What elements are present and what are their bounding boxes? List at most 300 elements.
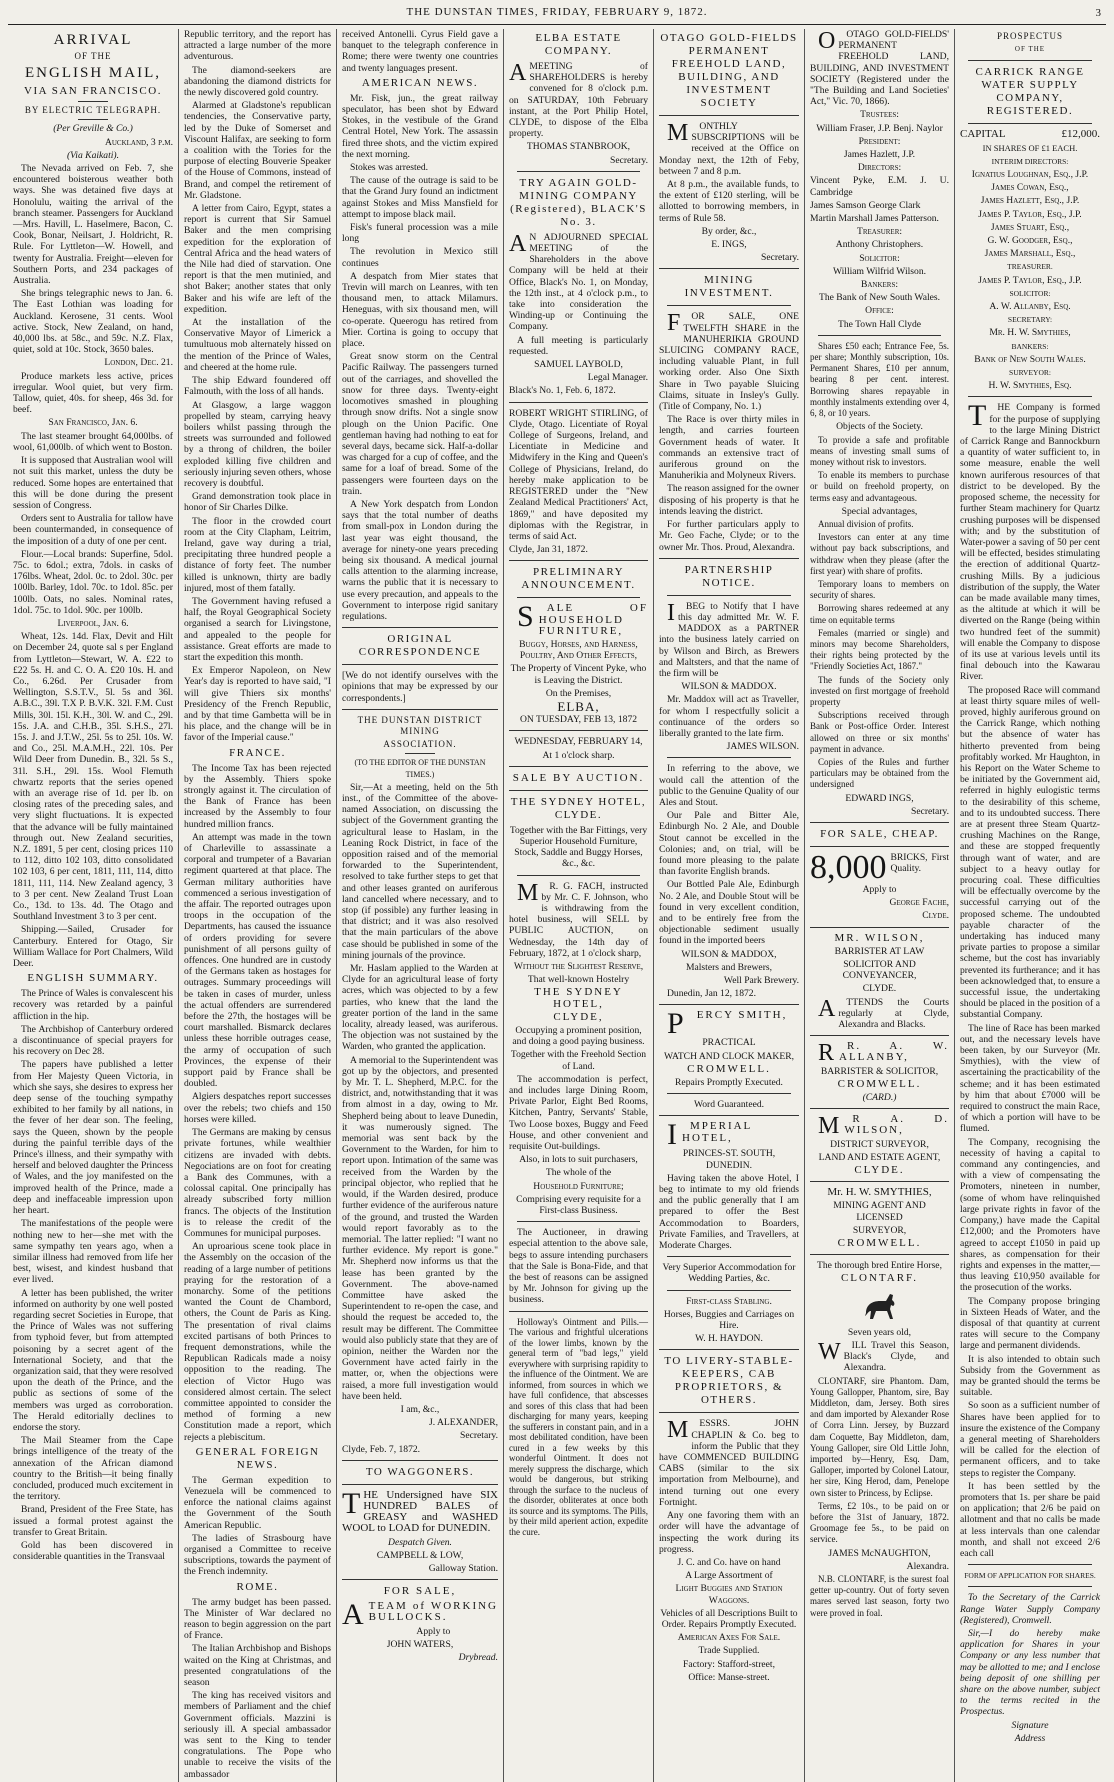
ad-date: ON TUESDAY, FEB 13, 1872 [519, 714, 638, 726]
paragraph: The ship Edward foundered off Falmouth, with the loss of all hands. [184, 375, 331, 398]
ad-line: William Wilfrid Wilson. [832, 265, 927, 277]
ad-title: Secretary. [911, 805, 949, 817]
ad-line: James Samson George Clark [810, 199, 921, 211]
divider [968, 1564, 1092, 1565]
ad-heading: TO WAGGONERS. [365, 1465, 475, 1478]
divider [667, 305, 791, 306]
paragraph: The Company propose bringing in Sixteen Heads of Water, and the disposal of that quantity at current rates will secure to the Company large and permanent dividends. [960, 1295, 1100, 1352]
via-san-francisco: VIA SAN FRANCISCO. [24, 85, 162, 98]
ad-line: The Town Hall Clyde [837, 318, 922, 330]
director-name: James P. Taylor, Esq., J.P. [978, 208, 1082, 220]
ad-line: Very Superior Accommodation for Wedding Parties, &c. [662, 1262, 796, 1285]
ad-text: Occupying a prominent position, and doing a good paying business. [512, 1025, 645, 1048]
ad-line: James P. Taylor, Esq., J.P. [978, 274, 1082, 286]
paragraph: The German expedition to Venezuela will be commenced to enforce the national claims against the Government of the South American Republic. [184, 1474, 331, 1531]
ad-text: Subscriptions received through Bank or Post-office Order. Interest allowed on three or six months' payment in advance. [810, 710, 949, 754]
ad-label: President: [858, 135, 901, 147]
paragraph: The manifestations of the people were nothing new to her—she met with the same sympathy ten years ago, when a similar illness had removed from life her best, wisest, and kindest husband that ever lived. [13, 1218, 173, 1286]
director-name: Ignatius Loughnan, Esq., J.P. [971, 169, 1089, 181]
ad-date: Clyde, Jan 31, 1872. [509, 544, 588, 556]
divider [517, 875, 640, 876]
paragraph: Orders sent to Australia for tallow have been countermanded, in consequence of the imposition of a duty of one per cent. [13, 513, 173, 547]
ad-line: By order, &c., [701, 225, 757, 237]
ad-line: Also, in lots to suit purchasers, [519, 1154, 638, 1166]
ad-line: The thorough bred Entire Horse, [817, 1260, 942, 1272]
drop-cap: S [517, 600, 536, 634]
paragraph: Republic territory, and the report has attracted a large number of the more adventurous. [184, 29, 331, 63]
drop-cap: A [509, 230, 527, 257]
divider [342, 1460, 498, 1461]
ad-line: Despatch Given. [388, 1536, 452, 1548]
divider [810, 927, 949, 928]
paragraph: At Glasgow, a large waggon propelled by steam, carrying heavy boilers whilst passing through the streets was surrounded and followed by a throng of children, the boiler exploded killing five children and seriously injuring seven others, whose recovery is doubtful. [184, 399, 331, 489]
ad-line: CROMWELL. [687, 1062, 771, 1075]
ad-line: The Property of Vincent Pyke, who is Leaving the District. [510, 663, 647, 686]
ad-label: Treasurer: [856, 226, 903, 238]
directors-list [960, 169, 1100, 259]
form-address: Address [1014, 1732, 1046, 1744]
ad-label: TREASURER. [1007, 262, 1053, 272]
divider [517, 1221, 640, 1222]
paragraph: Gold has been discovered in considerable quantities in the Transvaal [13, 1539, 173, 1563]
dateline: San Francisco, Jan. 6. [48, 417, 138, 429]
section-heading: FRANCE. [229, 746, 286, 759]
column-4 [504, 29, 654, 1782]
ad-name: ERCY SMITH, [696, 1009, 788, 1022]
drop-cap: A [509, 60, 527, 86]
ad-place: Alexandra. [906, 1560, 949, 1572]
divider [968, 396, 1092, 397]
drop-cap: M [517, 879, 539, 906]
divider [659, 268, 799, 269]
ad-text: Females (married or single) and minors may become Shareholders, their rights being protected by the "Friendly Societies Act, 1867." [810, 627, 949, 672]
drop-cap: O [818, 28, 836, 54]
masthead [8, 6, 1106, 25]
ad-name: JAMES WILSON. [726, 741, 799, 753]
ad-text: Having taken the above Hotel, I beg to intimate to my old friends and the public generally that I am prepared to offer the Best Accommodation to Boarders, Private Families, and Travellers, at Moderate Charges. [659, 1172, 799, 1252]
paragraph: Ex Emperor Napoleon, on New Year's day is reported to have said, "I will give Thiers six months' Presidency of the French Republic, and by that time Gambetta will be in his place, and the change will be in favor of the Imperial cause." [184, 665, 331, 744]
ad-text: N ADJOURNED SPECIAL MEETING of the Shareholders in the above Company will be held at their Office, Black's No. 1, on Monday, the 12th inst., at 4 o'clock p.m., to take into consideration the Winding-up or Continuing the Company. [509, 231, 648, 333]
ad-title: Secretary. [761, 252, 799, 264]
ad-text: Investors can enter at any time without pay back subscriptions, and withdraw when they please (after the first year) with share of profits. [810, 532, 949, 576]
paragraph: A letter has been published, the writer informed on authority by one well posted regarding secret Societies in Europe, that the Prince of Wales was not suffering from typhoid fever, but from attempted poisoning by a secret agent of the International Society, and that the organization said, that they were resolved upon the death of the Prince, and the public as sections of some of the members was urged as corroboration. The Herald editorially declines to endorse the story. [13, 1287, 173, 1433]
paragraph: A despatch from Mier states that Trevin will march on Leanres, with ten thousand men, to attack Milamurs. Heneguas, with six thousand men, will co-operate. Queerogu has retired from Mier. Cortina is going to occupy that place. [342, 270, 498, 350]
ad-title: Legal Manager. [587, 372, 648, 384]
drop-cap: T [342, 1486, 361, 1520]
divider [667, 757, 791, 758]
share-info: IN SHARES OF £1 EACH. [982, 142, 1078, 153]
dateline: (Via Kaikati). [66, 149, 120, 161]
ad-name: Mr. H. W. SMYTHIES, [827, 1186, 932, 1199]
paragraph: The Prince of Wales is convalescent his recovery was retarded by a painful affliction in the hip. [13, 988, 173, 1022]
ad-heading: TO LIVERY-STABLE-KEEPERS, CAB PROPRIETORS, & OTHERS. [664, 1355, 794, 1407]
company-name: CARRICK RANGE WATER SUPPLY COMPANY, REGISTERED. [975, 66, 1085, 118]
ad-line: At 1 o'clock sharp. [542, 749, 615, 761]
ad-line: J. C. and Co. have on hand [677, 1556, 781, 1568]
ad-text: HE Undersigned have SIX HUNDRED BALES of GREASY and WASHED WOOL to LOAD for DUNEDIN. [342, 1488, 498, 1535]
ad-label: Objects of the Society. [836, 421, 923, 433]
ad-name: George Fache, [889, 897, 949, 909]
divider [818, 335, 941, 336]
divider [509, 1311, 648, 1312]
ad-line: CLYDE. [854, 1164, 905, 1177]
drop-cap: F [667, 310, 681, 337]
ad-name: MR. WILSON, [834, 931, 925, 944]
ad-text: In referring to the above, we would call the attention of the public to the Genuine Quality of our Ales and Stout. [659, 763, 799, 808]
ad-label: Solicitor: [859, 252, 900, 264]
ad-line: Vehicles of all Descriptions Built to Order. Repairs Promptly Executed. [660, 1607, 798, 1630]
ad-heading: MINING INVESTMENT. [684, 274, 774, 300]
ad-name: THOMAS STANBROOK, [526, 141, 631, 153]
ad-line: Buggy, Horses, and Harness, Poultry, And Other Effects, [519, 638, 638, 662]
ad-name: JOHN WATERS, [386, 1638, 454, 1650]
ad-text: Terms, £2 10s., to be paid on or before the 31st of January, 1872. Groomage fee 5s., to be paid on service. [810, 1500, 949, 1545]
section-heading: AMERICAN NEWS. [361, 76, 479, 89]
ad-name: E. INGS, [711, 239, 747, 251]
ad-heading: ELBA ESTATE COMPANY. [535, 32, 622, 57]
ad-text: Shares £50 each; Entrance Fee, 5s. per share; Monthly subscription, 10s. Permanent Shares, £10 per annum, bearing 8 per cent. interest. Borrowing shares repayable in monthly instalments extending over 4, 6, 8, or 10 years. [810, 340, 949, 419]
ad-line: That well-known Hostelry [527, 974, 630, 986]
ad-heading: TRY AGAIN GOLD-MINING COMPANY (Registered), BLACK'S No. 3. [510, 176, 647, 228]
paragraph: She brings telegraphic news to Jan. 6. The East Lothian was loading for Auckland. Kerosene, 31 cents. Wool active. Stock, New Zealand, on hand, 40,000 lbs. at 58c., and 59c. N.Z. Flax, quiet, sold at 10c. Stock, 3650 bales. [13, 288, 173, 356]
paragraph: Fisk's funeral procession was a mile long [342, 222, 498, 245]
ad-line: Household Furniture; [533, 1180, 624, 1192]
paragraph: The Germans are making by census private fortunes, while wealthier citizens are invaded with debts. Negociations are on foot for creating a Bank des Communes, with a colossal capital. One principally has already subscribed forty million francs. The objects of the Institution is to release the credit of the Communes for municipal purposes. [184, 1127, 331, 1239]
horse-icon [860, 1289, 900, 1323]
ad-line: William Fraser, J.P. Benj. Naylor [816, 122, 943, 134]
column-6 [805, 29, 955, 1782]
bricks-number: 8,000 [810, 849, 887, 886]
ad-heading: THE SYDNEY HOTEL, CLYDE. [510, 795, 647, 821]
section-heading: GENERAL FOREIGN NEWS. [195, 1445, 320, 1471]
ad-line: American Axes For Sale. [677, 1632, 781, 1644]
paragraph: It has been settled by the promoters that 1s. per share be paid on application; that 2/6 be paid on allotment and that no calls be made at less intervals than one calendar month, and shall not exceed 2/6 each call [960, 1480, 1100, 1559]
divider [342, 664, 498, 665]
paragraph: Mr. Fisk, jun., the great railway speculator, has been shot by Edward Stokes, in the vestibule of the Grand Central Hotel, New York. The assassin fired three shots, and the victim expired the next morning. [342, 92, 498, 160]
ad-line: CROMWELL. [837, 1237, 922, 1250]
drop-cap: I [667, 1118, 679, 1152]
ad-line: CLYDE, [553, 1010, 604, 1023]
divider [667, 1093, 791, 1094]
director-name: James Stuart, Esq., [990, 221, 1070, 233]
divider [667, 1256, 791, 1257]
form-heading: FORM OF APPLICATION FOR SHARES. [964, 1571, 1096, 1581]
paragraph: An uproarious scene took place in the Assembly on the occasion of the reading of a large number of petitions praying for the restoration of a monarchy. Some of the petitions wanted the Count de Chambord, others, the Count de Paris as King. The presentation of rival claims excited partisans of both Princes to frequent demonstrations, while the Republican Radicals made a noisy opposition to the reading. The election of Victor Hugo was considered almost certain. The select committee appointed to consider the method of forming a new Constitution made a report, which rejects a plebiscitum. [184, 1241, 331, 1443]
ad-date: WEDNESDAY, FEBRUARY 14, [514, 736, 643, 748]
ad-line: MINING AGENT AND LICENSED [833, 1200, 926, 1223]
adjourned-ad [509, 232, 648, 397]
ad-text: OR SALE, ONE TWELFTH SHARE in the MANUHERIKIA GROUND SLUICING COMPANY RACE, including valuable Plant, in full working order. Also One Sixth Share in Two payable Sluicing Claims, situate in Insley's Gully. (Title of Company, No. 1.) [659, 311, 799, 413]
drop-cap: I [667, 599, 675, 626]
ad-label: SOLICITOR: [1009, 288, 1051, 298]
ad-line: Office: Manse-street. [688, 1671, 770, 1683]
ad-text: ROBERT WRIGHT STIRLING, of Clyde, Otago. Licentiate of Royal College of Surgeons, Ireland, and Licentiate in Medicine and Midwifery in the King and Queen's College of Physicians, Ireland, do hereby make application to be REGISTERED under the "New Zealand Medical Practitioners' Act, 1869," and have deposited my diplomas with the Registrar, in terms of said Act. [509, 407, 648, 542]
ad-text: To enable its members to purchase or build on freehold property, on terms easy and advantageous. [810, 470, 949, 503]
ad-text: Our Pale and Bitter Ale, Edinburgh No. 2 Ale, and Double Stout cannot be excelled in the Colonies; and, on trial, will be found more pleasing to the palate than favorite English brands. [659, 810, 799, 878]
ad-line: H. W. Smythies, Esq. [988, 380, 1072, 392]
paragraph: It is supposed that Australian wool will not suit this market, unless the duty be reduced. Some hopes are entertained that this will be done during the present session of Congress. [13, 455, 173, 511]
dateline: Auckland, 3 p.m. [104, 136, 173, 148]
paragraph: The ladies of Strasbourg have organised a Committee to receive subscriptions, towards the payment of the French indemnity. [184, 1532, 331, 1578]
paragraph: The floor in the crowded court room at the City Clapham, Leitrim, Ireland, gave way during a trial, precipitating three hundred people a distance of forty feet. The number killed is unknown, thirty are badly injured, most of them fatally. [184, 515, 331, 594]
ad-line: SOLICITOR AND CONVEYANCER, [842, 959, 917, 982]
ad-line: THE SYDNEY HOTEL, [534, 986, 623, 1010]
director-name: James Marshall, Esq., [984, 248, 1076, 260]
drop-cap: M [667, 120, 689, 146]
ad-name: R. A. W. ALLANBY, [839, 1040, 949, 1064]
letter-heading: THE DUNSTAN DISTRICT MINING [357, 714, 483, 736]
divider [968, 1586, 1092, 1587]
divider [342, 627, 498, 628]
paragraph: The Company, recognising the necessity of having a capital to command any contingencies, and with a view of compensating the Promoters, nineteen in number, (some of whom have relinquished large private rights in favor of the Company,) have made the Capital £12,000; and the Promoters have agreed to accept £1050 in paid up shares, as compensation for their rights and expenses in the matter,—thus leaving £10,950 available for the prosecution of the works. [960, 1136, 1100, 1294]
prospectus-of-the: OF THE [1014, 45, 1046, 54]
ad-text: The accommodation is perfect, and includes large Dining Room, Private Parlor, Eight Bed Rooms, Kitchen, Pantry, Servants' Stable, Two Loose boxes, Buggy and Feed House, and other convenient and requisite Out-buildings. [509, 1073, 648, 1153]
ad-line: Repairs Promptly Executed. [675, 1077, 783, 1089]
divider [659, 115, 799, 116]
ad-line: Well Park Brewery. [723, 975, 799, 986]
ad-line: Anthony Christophers. [835, 239, 924, 251]
ad-name: R A. D. WILSON, [844, 1113, 949, 1137]
paragraph: The Nevada arrived on Feb. 7, she encountered boisterous weather both ways. She was detained five days at Honolulu, waiting the arrival of the branch steamer. Passengers for Auckland—Mrs. Havill, L. Haselmere, Bacon, C. Cook, Bonar, Neilsart, J. Holdricht, R. Rule. For Lyttleton—W. Howell, and twenty for Australia. Freight—eleven for Southern Ports, and 234 packages of Australia. [13, 163, 173, 287]
paragraph: The king has received visitors and members of Parliament and the chief Government officials. Mazzini is seriously ill. A special ambassador was sent to the King to tender congratulations. The Pope who unable to receive the visits of the ambassador [184, 1690, 331, 1780]
ad-text: TTENDS the Courts regularly at Clyde, Alexandra and Blacks. [838, 996, 949, 1031]
paragraph: received Antonelli. Cyrus Field gave a banquet to the telegraph conference in Rome; there were twenty one countries and twenty languages present. [342, 29, 498, 74]
ad-line: Horses, Buggies and Carriages on Hire. [663, 1308, 795, 1332]
divider [667, 1290, 791, 1291]
divider [342, 1579, 498, 1580]
arrival-title: ARRIVAL [53, 32, 133, 48]
divider [968, 60, 1092, 61]
ad-line: CROMWELL. [837, 1077, 922, 1090]
paragraph: Alarmed at Gladstone's republican tendencies, the Conservative party, led by the Duke of Somerset and Viscount Halifax, are seeking to form a coalition with the Tories for the purpose of electing Bouverie Speaker of the House of Commons, instead of Brand, and compel the retirement of Mr. Gladstone. [184, 100, 331, 201]
divider [659, 1004, 799, 1005]
paragraph: Produce markets less active, prices irregular. Wool quiet, but very firm. Tallow, quiet, 40s. for sheep, 46s 3d. for beef. [13, 370, 173, 416]
ad-line: Bank of New South Wales. [974, 353, 1086, 365]
divider [659, 558, 799, 559]
sign-title: Secretary. [460, 1430, 498, 1442]
ad-text: N.B. CLONTARF, is the surest foal getter up-country. Out of forty seven mares served last season, forty two were proved in foal. [810, 1573, 949, 1618]
ad-line: The Bank of New South Wales. [818, 292, 941, 304]
editor-note: [We do not identify ourselves with the opinions that may be expressed by our correspondents.] [342, 670, 498, 704]
bullocks-ad [342, 1598, 498, 1663]
divider [810, 1181, 949, 1182]
paragraph: It is also intended to obtain such Subsidy from the Government as may be granted should the terms be suitable. [960, 1353, 1100, 1399]
divider [659, 1115, 799, 1116]
paragraph: A memorial to the Superintendent was got up by the objectors, and presented by Mr. T. L. Shepherd, M.P.C. for the district, and, notwithstanding that it was from almost in a day, owing to Mr. Shepherd being about to leave Dunedin, it was numerously signed. The memorial was sent back by the Government to the Warden, for him to report upon. Intimation of the same was received from the Warden by the principal objector, who replied that he would, if the Warden desired, produce further evidence of the auriferous nature of the ground, and trusted the Warden would report favorably as to the memorial. The latter replied: "I want no further evidence. My report is gone." Mr. Shepherd now informs us that the lease has been granted by the Government. The above-named Committee have asked the Superintendent to re-open the case, and should the request be acceded to, the result may be different. The Committee would also publicly state that they are of opinion, neither the Warden nor the Government have acted fairly in the matter, or, when the objections were raised, a more full investigation would have been held. [342, 1054, 498, 1402]
paragraph: A letter from Cairo, Egypt, states a report is current that Sir Samuel Baker and the men comprising expedition for the exploration of Central Africa and the head waters of the Nile had died of starvation. One report is that the men mutinied, and shot Baker; another states that only Baker and his wife are left of the expedition. [184, 203, 331, 315]
to-editor: (TO THE EDITOR OF THE DUNSTAN TIMES.) [354, 758, 486, 779]
ad-text: MEETING of SHAREHOLDERS is hereby convened for 8 o'clock p.m. on SATURDAY, 10th February instant, at the Port Philip Hotel, CLYDE, to dispose of the Elba property. [509, 61, 648, 140]
sign-off: I am, &c., [400, 1403, 440, 1415]
ad-date: Dunedin, Jan 12, 1872. [667, 988, 756, 1000]
ad-line: LAND AND ESTATE AGENT, [818, 1151, 941, 1163]
ad-line: Mr. H. W. Smythies, [989, 327, 1071, 339]
prospectus-title: PROSPECTUS [996, 31, 1064, 41]
ad-line: Apply to [416, 1625, 451, 1637]
ad-text: Any one favoring them with an order will have the advantage of inspecting the work during its progress. [659, 1510, 799, 1555]
ad-text: To provide a safe and profitable means of investing small sums of money without risk to investors. [810, 434, 949, 467]
sign-date: Clyde, Feb. 7, 1872. [342, 1443, 421, 1455]
ad-line: Without the Slightest Reserve, [513, 960, 644, 972]
column-1 [8, 29, 179, 1782]
divider [968, 123, 1092, 124]
divider [810, 1254, 949, 1255]
paragraph: Great snow storm on the Central Pacific Railway. The passengers turned out of the carriages, and shovelled the snow for three days. Twenty-eight locomotives smashed in ploughing through snow drifts. Not a single snow plough on the Union Pacific. One gentleman having had nothing to eat for several days, became sick. Half-a-dollar was charged for a cup of coffee, and the same for a loaf of bread. Some of the passengers were fourteen days on the train. [342, 351, 498, 497]
english-mail-title: ENGLISH MAIL, [25, 65, 161, 82]
ad-text: The Auctioneer, in drawing especial attention to the above sale, begs to assure intending purchasers that the Sale is Bona-Fide, and that the best of reasons can be assigned by Mr. Johnson for giving up the business. [509, 1227, 648, 1306]
director-name: James Cowan, Esq., [991, 182, 1069, 194]
paragraph: So soon as a sufficient number of Shares have been applied for to insure the existence of the Company a general meeting of Shareholders will be called for the election of permanent officers, and to take steps to register the Company. [960, 1400, 1100, 1479]
column-5 [654, 29, 805, 1782]
paragraph: Shipping.—Sailed, Crusader for Canterbury. Entered for Otago, Sir William Wallace for Port Chalmers, Wild Deer. [13, 924, 173, 970]
ad-line: On the Premises, [545, 687, 612, 699]
ad-line: First-class Stabling. [686, 1295, 772, 1307]
divider [517, 171, 640, 172]
paragraph: The Archbishop of Canterbury ordered a discontinuance of special prayers for his recovery on Dec 28. [13, 1023, 173, 1058]
ad-line: A. W. Allanby, Esq. [989, 301, 1071, 313]
dateline: Liverpool, Jan. 6. [57, 617, 129, 629]
ad-title: Secretary. [610, 154, 648, 166]
ad-text: Mr. Maddox will act as Traveller, for whom I respectfully solicit a continuance of the orders so liberally granted to the late firm. [659, 694, 799, 739]
drop-cap: R [818, 1040, 837, 1067]
form-text: To the Secretary of the Carrick Range Water Supply Company (Registered), Cromwell. [960, 1592, 1100, 1626]
paragraph: The papers have published a letter from Her Majesty Queen Victoria, in which she says, she desires to express her deep sense of the touching sympathy exhibited to her family by all nations, in the fever of her dear son. The feeling, says the Queen, shown by the people during the painful terrible days of the Prince's illness, and their sympathy with herself and beloved daughter the Princess of Wales, and the joy manifested on the improved health of the Prince, made a deep and ineffaceable impression upon her heart. [13, 1059, 173, 1217]
page-number: 3 [1095, 7, 1102, 19]
divider [659, 1349, 799, 1350]
paragraph: The army budget has been passed. The Minister of War declared no reason to begin aggression on the part of France. [184, 1596, 331, 1642]
ad-text: Borrowing shares redeemed at any time on equitable terms [810, 603, 949, 625]
ad-text: Together with the Bar Fittings, very Superior Household Furniture, Stock, Saddle and Buggy Horses, &c., &c. [509, 824, 648, 870]
paragraph: Sir,—At a meeting, held on the 5th inst., of the Committee of the above-named Association, on discussing the subject of the Government granting the agricultural lease to Haslam, in the Leaning Rock District, in face of the opposition raised and of the memorial forwarded to the Superintendent, resolved to take further steps to get that and other leases granted on auriferous land cancelled where necessary, and to stop (if possible) any further leasing in that district; and it was also resolved that the main particulars of the above case should be published in some of the mining journals of the province. [342, 781, 498, 961]
paragraph: At the installation of the Conservative Mayor of Limerick a tumultuous mob alternately hissed on the mention of the Prince of Wales, and cheered at the home rule. [184, 317, 331, 373]
ad-label: Trustees: [860, 109, 899, 121]
ad-date: Black's No. 1, Feb. 6, 1872. [509, 385, 616, 397]
ad-line: Factory: Stafford-street, [682, 1658, 775, 1670]
divider [509, 766, 648, 767]
ad-text: A full meeting is particularly requested. [509, 334, 648, 357]
dateline: London, Dec. 21. [104, 357, 173, 369]
divider [667, 595, 791, 596]
paragraph: Wheat, 12s. 14d. Flax, Devit and Hilt on December 24, quote sal s per England from Lyttleton—Stewart, W. A. £22 to £22 5s. H. and C. O. A. £20 10s. H. and Co., 6.26d. Per Crusader from Wellington, S.S.T.V., 5l. 5s and 36l. A.B.C., 39l. T.X P. B.V.K. 32l. F.M. Cust Mills, 30l. 15l. K.H., 30l. W. and C., 29l. 15s. J.A. and C.H.B., 35l. S.H.S., 27l. 15s. J. and J.T.W., 25l. 5s to 25l. 10s. W. and Co., 25l. M.A.M.H., 22l. 10s. Per Wild Deer from Dunedin. B., 32l. 5s S., 31l. S.H., 29l. 15s. Wool Flemuth chwartz reports that the series opened with an average rise of 1d. per lb. on closing rates of the preceding sales, and very slight fluctuations. It is expected that the advance will be fully maintained through out. New Zealand securities, N.Z. 1891, 5 per cent, closing prices 110 to 112, ditto 102 103, ditto consolidated 102 103, 6 per cent, 1811, 111, 114, ditto 1811, 111, 114. New Zealand agency, 3 to 3 per cent. New Zealand Trust Loan Co., 13d. to 13s. 4d. The Otago and Southland Investment 3 to 3 per cent. [13, 631, 173, 923]
drop-cap: M [667, 1417, 689, 1444]
ad-line: Martin Marshall James Patterson. [810, 213, 939, 225]
byline: BY ELECTRIC TELEGRAPH. [24, 105, 162, 116]
drop-cap: A [818, 995, 836, 1022]
divider [509, 730, 648, 731]
columns [8, 28, 1106, 1780]
ad-heading: FOR SALE, [383, 1585, 457, 1598]
ad-text: Holloway's Ointment and Pills.—The various and frightful ulcerations of the lower limbs, known by the general term of "bad legs," yield everywhere with surprising rapidity to the influence of the Ointment. We are informed, from sources in which we have full confidence, that abscesses and sores of this class that had been discharging for many years, keeping the sufferers in constant pain, and in a most debilitated condition, have been cured in a few weeks by this wonderful Ointment. It does not merely suppress the discharge, which would be dangerous, but striking through the surface to the nucleus of the disorder, obliterates at once both its source and its symptoms. The Pills, by their mild aperient action, expedite the cure. [509, 1316, 648, 1537]
section-heading: ORIGINAL CORRESPONDENCE [358, 633, 482, 659]
column-3 [337, 29, 504, 1782]
ad-place: Clyde. [922, 910, 949, 922]
masthead-title: THE DUNSTAN TIMES, FRIDAY, FEBRUARY 9, 1872. [406, 6, 708, 18]
ad-label: Special advantages, [841, 505, 918, 517]
ad-line: WATCH AND CLOCK MAKER, [663, 1050, 795, 1062]
paragraph: The Income Tax has been rejected by the Assembly. Thiers spoke strongly against it. The circulation of the Bank of France has been increased by the Assembly to four hundred million francs. [184, 762, 331, 830]
ad-name: WILSON & MADDOX. [681, 681, 777, 693]
director-name: G. W. Goodger, Esq., [987, 235, 1073, 247]
divider [509, 790, 648, 791]
paragraph: The diamond-seekers are abandoning the diamond districts for the newly discovered gold country. [184, 64, 331, 99]
ad-text: The reason assigned for the owner disposing of his property is that he intends leaving the district. [659, 483, 799, 517]
ad-line: DISTRICT SURVEYOR, [830, 1138, 929, 1150]
ad-name: EDWARD INGS, [845, 792, 914, 804]
ad-line: Apply to [862, 884, 897, 895]
ad-text: For further particulars apply to Mr. Geo Fache, Clyde; or to the owner Mr. Thos. Proud, Alexandra. [659, 519, 799, 553]
ad-text: ESSRS. JOHN CHAPLIN & Co. beg to inform the Public that they have COMMENCED BUILDING CABS (similar to the six importation from Melbourne), and intend turning out one every Fortnight. [659, 1418, 799, 1508]
ad-text: Our Bottled Pale Ale, Edinburgh No. 2 Ale, and Double Stout will be found in very excellent condition, and to be entirely free from the objectionable sediment usually found in the imported beers [659, 879, 799, 947]
divider [810, 822, 949, 823]
ad-line: Vincent Pyke, E.M. J. U. Cambridge [810, 175, 949, 198]
letter-heading: ASSOCIATION. [383, 739, 457, 750]
ad-text: CLONTARF, sire Phantom. Dam, Young Gallopper, Phantom, sire, Bay Middleton, dam, Jersey. Both sires and dam imported by Alexander Rose of Corra Linn. Jersey, by Buzzard dam Coquette, Bay Middleton, dam, Young Galloper, sire Old Little John, imported by—Henry, Esq. Dam, Galloper, imported by Colonel Latour, her sire, King Herod, dam, Penelope own sister to Princess, by Eclipse. [810, 1375, 949, 1498]
divider [78, 119, 108, 120]
divider [810, 1035, 949, 1036]
ad-name: WILSON & MADDOX, [681, 948, 777, 960]
divider [517, 597, 640, 598]
ad-heading: SALE BY AUCTION. [512, 771, 645, 784]
drop-cap: W [818, 1338, 841, 1365]
column-7 [955, 29, 1105, 1782]
paragraph: A New York despatch from London says that the total number of deaths from small-pox in London during the last year was eight thousand, the average for ninety-one years preceding being six thousand. A medical journal calls attention to the alarming increase, warns the public that it is necessary to use every precaution, and appeals to the Government to interpose rigid sanitary regulations. [342, 498, 498, 622]
ad-heading: PARTNERSHIP NOTICE. [684, 563, 774, 589]
divider [810, 846, 949, 847]
divider [509, 402, 648, 403]
ad-heading: OTAGO GOLD-FIELDS PERMANENT FREEHOLD LAND, BUILDING, AND INVESTMENT SOCIETY [660, 32, 798, 109]
ad-line: A Large Assortment of [685, 1570, 773, 1582]
ad-text: Comprising every requisite for a First-class Business. [516, 1193, 641, 1217]
ad-label: Directors: [857, 162, 902, 174]
capital-label: CAPITAL [960, 128, 1006, 141]
ad-text: OTAGO GOLD-FIELDS' PERMANENT FREEHOLD LAND, BUILDING, AND INVESTMENT SOCIETY (Registered under the "The Building and Land Societies' Act," Vic. 70, 1866). [810, 29, 949, 108]
ad-line: PRACTICAL [702, 1037, 756, 1049]
elba-ad [509, 61, 648, 166]
paragraph: The proposed Race will command at least thirty square miles of well-proved, highly auriferous ground on the Carrick Range, which nothing but the absence of water has hitherto prevented from being profitably worked. Mr Haughton, in his Report on the Water Scheme to be initiated by the Government aid, referred in highly eulogistic terms to the desirability of this scheme, and to its undoubted success. There are at present three Steam Quartz-crushing Machines on the Range, and these are stopped frequently through want of water, and are subject to a heavy outlay for procuring coal. These difficulties will be effectually overcome by the successful carrying out of the proposed scheme. The undoubted payable character of the undertaking has induced many private parties to propose a similar scheme, but the cost has invariably prevented its furtherance; and it has been acknowledged that, to ensure a successful issue, the undertaking should be placed in the position of a substantial Company. [960, 684, 1100, 1021]
ad-line: PRINCES-ST. SOUTH, DUNEDIN. [682, 1148, 776, 1171]
ad-line: BARRISTER & SOLICITOR, [820, 1065, 939, 1077]
ad-label: BANKERS: [1011, 341, 1049, 351]
ad-line: Trade Supplied. [698, 1645, 760, 1657]
form-text: Sir,—I do hereby make application for Shares in your Company or any less number that may be allotted to me; and I enclose being deposit of one shilling per share on the above number, subject to the terms recited in the Prospectus. [960, 1628, 1100, 1718]
paragraph: The cause of the outrage is said to be that the Grand Jury found an indictment against Stokes and Miss Mansfield for attempt to impose black mail. [342, 175, 498, 220]
ad-name: MPERIAL HOTEL, [682, 1120, 753, 1144]
ad-label: INTERIM DIRECTORS: [991, 156, 1069, 166]
divider [659, 1412, 799, 1413]
section-heading: ENGLISH SUMMARY. [27, 972, 159, 985]
sign-name: J. ALEXANDER, [428, 1417, 498, 1429]
paragraph: Algiers despatches report successes over the rebels; two chiefs and 150 horses were killed. [184, 1091, 331, 1125]
ad-heading: PRELIMINARY ANNOUNCEMENT. [521, 566, 636, 592]
section-heading: ROME. [236, 1580, 279, 1593]
director-name: James Hazlett, Esq., J.P. [980, 195, 1080, 207]
ad-line: Malsters and Brewers, [685, 961, 773, 973]
paragraph: Mr. Haslam applied to the Warden at Clyde for an agricultural lease of forty acres, which was objected to by a few parties, who knew that the land the greater portion of the land in the same locality, already leased, was auriferous. The objection was not sustained by the Warden, who granted the application. [342, 963, 498, 1053]
ad-line: Word Guaranteed. [693, 1099, 765, 1111]
paragraph: The Mail Steamer from the Cape brings intelligence of the treaty of the annexation of the African diamond country to the British—it being finally concluded, produced much excitement in the territory. [13, 1435, 173, 1503]
credit: (Per Greville & Co.) [53, 123, 133, 135]
ad-line: (CARD.) [862, 1092, 897, 1104]
ad-name: JAMES McNAUGHTON, [828, 1547, 931, 1559]
paragraph: An attempt was made in the town of Charleville to assassinate a corporal and trumpeter of a Bavarian regiment quartered at that place. The German military authorities have commenced a serious investigation of the affair. The reported outrages upon troops in the occupation of the Departments, has caused the issuance of orders providing for severe punishment of all persons guilty of offences. One hundred are in custody of the Germans taken as hostages for outrages. Summary proceedings will be taken in cases of murder, unless the actual offenders are surrendered before the 27th, the hostages will be court marshalled. Bismarck declares unless these horrible outrages cease, the army of occupation of such Provinces, the expense of their support paid by France shall be doubled. [184, 831, 331, 1090]
ad-label: Bankers: [860, 279, 899, 291]
paragraph: The revolution in Mexico still continues [342, 246, 498, 269]
ad-text: BRICKS, First Quality. [890, 852, 949, 875]
paragraph: Brand, President of the Free State, has issued a formal protest against the transfer to Great Britain. [13, 1504, 173, 1538]
capital-amount: £12,000. [1061, 128, 1100, 141]
paragraph: Grand demonstration took place in honor of Sir Charles Dilke. [184, 491, 331, 514]
ad-label: SURVEYOR: [1009, 368, 1051, 378]
